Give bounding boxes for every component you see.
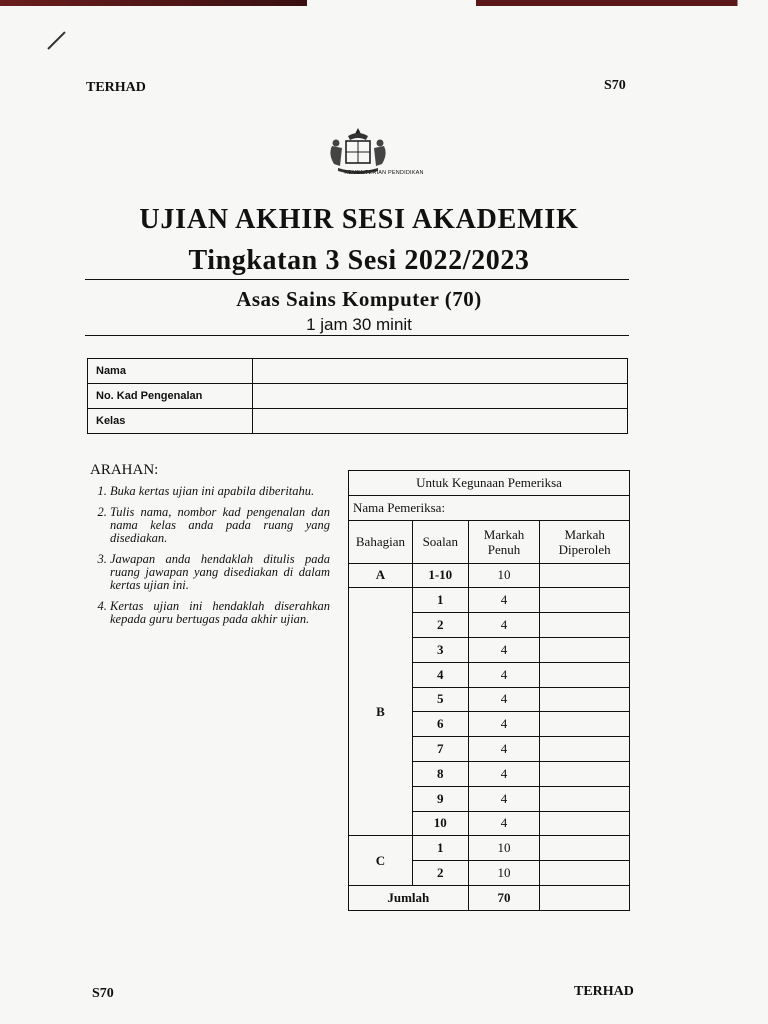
- exam-title: UJIAN AKHIR SESI AKADEMIK: [139, 204, 579, 235]
- bahagian-cell: B: [349, 588, 413, 836]
- soalan-cell: 1: [412, 588, 468, 613]
- info-row: [88, 409, 628, 434]
- bahagian-cell: C: [349, 836, 413, 886]
- instruction-item: 1. Buka kertas ujian ini apabila diberitahu.: [110, 485, 330, 498]
- info-label: No. Kad Pengenalan: [88, 384, 253, 409]
- column-header: Soalan: [412, 520, 468, 563]
- markah-penuh-cell: 4: [468, 588, 540, 613]
- title-divider: [85, 279, 629, 280]
- column-header: Bahagian: [349, 520, 413, 563]
- footer-code: S70: [92, 986, 114, 1001]
- info-label: Kelas: [88, 409, 253, 434]
- soalan-cell: 2: [412, 861, 468, 886]
- bahagian-cell: A: [349, 563, 413, 588]
- column-header: Markah Penuh: [468, 520, 540, 563]
- markah-penuh-cell: 4: [468, 761, 540, 786]
- instructions: [90, 462, 330, 634]
- markah-penuh-cell: 4: [468, 737, 540, 762]
- markah-penuh-cell: 10: [468, 861, 540, 886]
- soalan-cell: 2: [412, 613, 468, 638]
- markah-diperoleh-cell[interactable]: [540, 811, 630, 836]
- name-field[interactable]: [253, 359, 628, 384]
- soalan-cell: 1: [412, 836, 468, 861]
- pen-mark: [47, 31, 65, 49]
- instructions-title: ARAHAN:: [90, 462, 159, 478]
- markah-penuh-cell: 4: [468, 687, 540, 712]
- markah-penuh-cell: 10: [468, 563, 540, 588]
- markah-penuh-cell: 4: [468, 662, 540, 687]
- table-row: [349, 836, 630, 861]
- markah-diperoleh-cell[interactable]: [540, 786, 630, 811]
- exam-subtitle: Tingkatan 3 Sesi 2022/2023: [188, 245, 530, 276]
- instruction-item: 4. Kertas ujian ini hendaklah diserahkan kepada guru bertugas pada akhir ujian.: [110, 600, 330, 626]
- crest-caption: KEMENTERIAN PENDIDIKAN: [344, 170, 424, 176]
- examiner-table: [348, 470, 630, 911]
- markah-diperoleh-cell[interactable]: [540, 613, 630, 638]
- markah-diperoleh-cell[interactable]: [540, 662, 630, 687]
- soalan-cell: 6: [412, 712, 468, 737]
- scan-edge: [0, 0, 768, 6]
- instruction-item: 3. Jawapan anda hendaklah ditulis pada ruang jawapan yang disediakan di dalam kertas ujian ini.: [110, 553, 330, 592]
- markah-diperoleh-cell[interactable]: [540, 861, 630, 886]
- soalan-cell: 4: [412, 662, 468, 687]
- exam-duration: 1 jam 30 minit: [306, 315, 412, 334]
- total-value: 70: [468, 885, 540, 910]
- table-row: [349, 563, 630, 588]
- markah-diperoleh-cell[interactable]: [540, 637, 630, 662]
- markah-diperoleh-cell[interactable]: [540, 737, 630, 762]
- markah-diperoleh-cell[interactable]: [540, 712, 630, 737]
- instructions-list: [90, 485, 330, 626]
- soalan-cell: 1-10: [412, 563, 468, 588]
- subject-name: Asas Sains Komputer (70): [236, 287, 482, 311]
- soalan-cell: 5: [412, 687, 468, 712]
- info-row: [88, 359, 628, 384]
- markah-diperoleh-cell[interactable]: [540, 687, 630, 712]
- column-header: Markah Diperoleh: [540, 520, 630, 563]
- examiner-table-title: Untuk Kegunaan Pemeriksa: [349, 471, 630, 496]
- soalan-cell: 9: [412, 786, 468, 811]
- header-code: S70: [604, 78, 626, 93]
- markah-penuh-cell: 4: [468, 637, 540, 662]
- info-row: [88, 384, 628, 409]
- examiner-name-label[interactable]: Nama Pemeriksa:: [349, 495, 630, 520]
- soalan-cell: 3: [412, 637, 468, 662]
- markah-penuh-cell: 4: [468, 712, 540, 737]
- markah-diperoleh-cell[interactable]: [540, 563, 630, 588]
- total-obtained-cell[interactable]: [540, 885, 630, 910]
- soalan-cell: 8: [412, 761, 468, 786]
- table-row: [349, 588, 630, 613]
- instruction-item: 2. Tulis nama, nombor kad pengenalan dan nama kelas anda pada ruang yang disediakan.: [110, 506, 330, 545]
- candidate-info-table: [87, 358, 628, 434]
- header-classification: TERHAD: [86, 80, 146, 95]
- footer-classification: TERHAD: [574, 984, 634, 999]
- ic-number-field[interactable]: [253, 384, 628, 409]
- markah-penuh-cell: 4: [468, 786, 540, 811]
- markah-penuh-cell: 4: [468, 811, 540, 836]
- class-field[interactable]: [253, 409, 628, 434]
- markah-diperoleh-cell[interactable]: [540, 836, 630, 861]
- subject-divider: [85, 335, 629, 336]
- markah-diperoleh-cell[interactable]: [540, 761, 630, 786]
- soalan-cell: 10: [412, 811, 468, 836]
- info-label: Nama: [88, 359, 253, 384]
- total-label: Jumlah: [349, 885, 469, 910]
- markah-penuh-cell: 4: [468, 613, 540, 638]
- markah-diperoleh-cell[interactable]: [540, 588, 630, 613]
- soalan-cell: 7: [412, 737, 468, 762]
- markah-penuh-cell: 10: [468, 836, 540, 861]
